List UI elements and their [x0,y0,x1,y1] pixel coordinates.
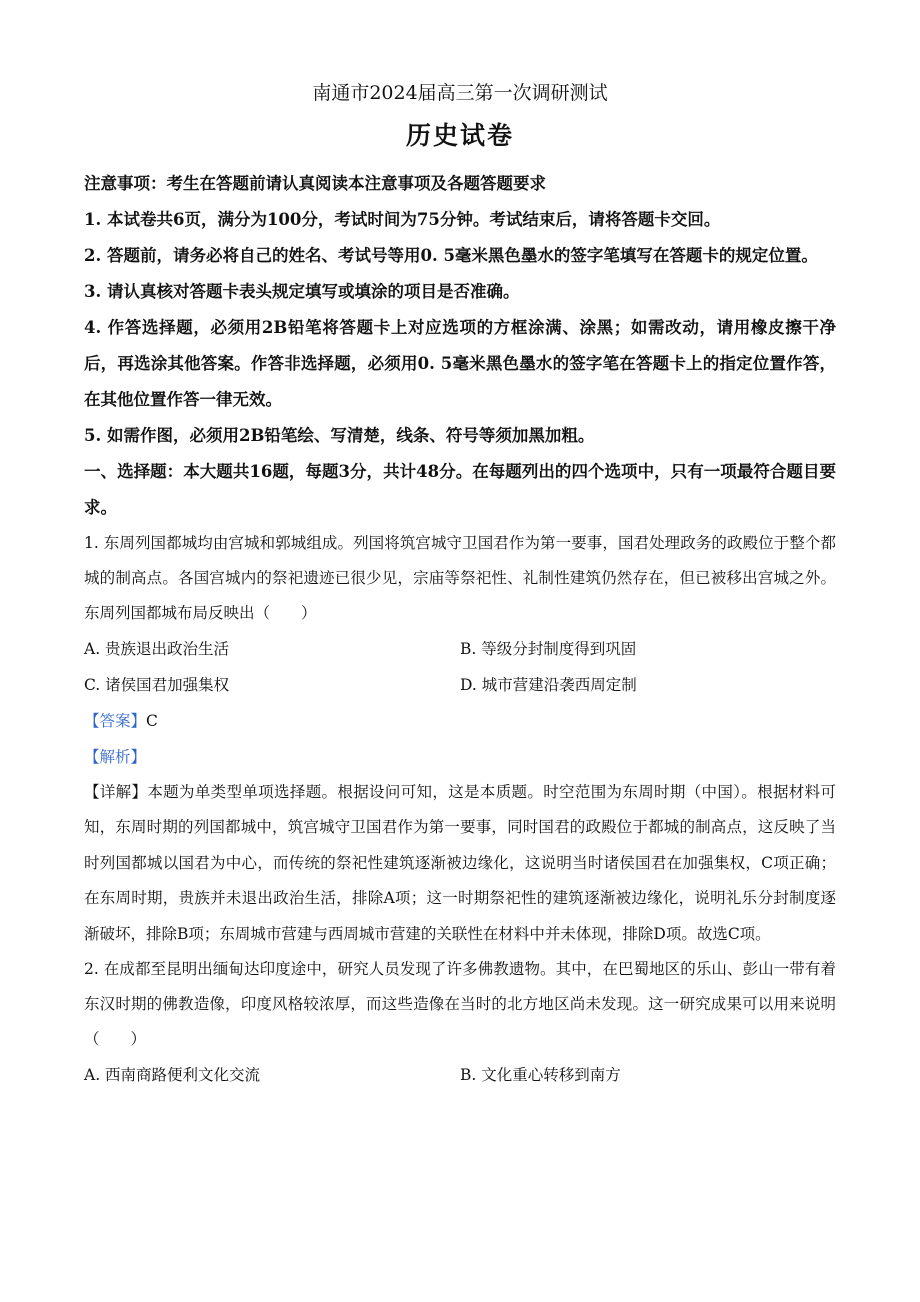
question-1-option-b: B. 等级分封制度得到巩固 [460,640,637,658]
question-1-options-row-2 [84,667,836,703]
notice-item-2: 2. 答题前，请务必将自己的姓名、考试号等用0. 5毫米黑色墨水的签字笔填写在答题卡的规定位置。 [84,246,818,265]
detail-text: 本题为单类型单项选择题。根据设问可知，这是本质题。时空范围为东周时期（中国）。根据材料可知，东周时期的列国都城中，筑宫城守卫国君作为第一要事，同时国君的政殿位于都城的制高点，这反映了当时列国都城以国君为中心，而传统的祭祀性建筑逐渐被边缘化，这说明当时诸侯国君在加强集权，C项正确；在东周时期，贵族并未退出政治生活，排除A项；这一时期祭祀性的建筑逐渐被边缘化，说明礼乐分封制度逐渐破坏，排除B项；东周城市营建与西周城市营建的关联性在材料中并未体现，排除D项。故选C项。 [84,783,836,943]
notice-item-4: 4. 作答选择题，必须用2B铅笔将答题卡上对应选项的方框涂满、涂黑；如需改动，请用橡皮擦干净后，再选涂其他答案。作答非选择题，必须用0. 5毫米黑色墨水的签字笔在答题卡上的指定位置作答，在其他位置作答一律无效。 [84,318,836,409]
question-2-stem: 2. 在成都至昆明出缅甸达印度途中，研究人员发现了许多佛教遗物。其中，在巴蜀地区的乐山、彭山一带有着东汉时期的佛教造像，印度风格较浓厚，而这些造像在当时的北方地区尚未发现。这一研究成果可以用来说明（ ） [84,960,836,1049]
notice-heading: 注意事项：考生在答题前请认真阅读本注意事项及各题答题要求 [84,174,546,193]
answer-value: C [146,712,158,730]
detail-tag: 【详解】 [84,783,148,801]
question-1-detail [84,775,836,952]
answer-tag: 【答案】 [84,712,147,730]
notice-block [84,166,836,454]
exam-page [84,78,836,1093]
question-1-analysis [84,739,836,775]
notice-item-3: 3. 请认真核对答题卡表头规定填写或填涂的项目是否准确。 [84,282,520,301]
section-heading: 一、选择题：本大题共16题，每题3分，共计48分。在每题列出的四个选项中，只有一项最符合题目要求。 [84,462,836,517]
exam-title: 历史试卷 [405,121,514,150]
question-2-option-a: A. 西南商路便利文化交流 [84,1066,261,1085]
question-2-option-b: B. 文化重心转移到南方 [460,1066,621,1085]
analysis-tag: 【解析】 [84,748,147,766]
question-1-option-a: A. 贵族退出政治生活 [84,640,230,658]
question-1-stem: 1. 东周列国都城均由宫城和郭城组成。列国将筑宫城守卫国君作为第一要事，国君处理政务的政殿位于整个都城的制高点。各国宫城内的祭祀遗迹已很少见，宗庙等祭祀性、礼制性建筑仍然存在，但已被移出宫城之外。东周列国都城布局反映出（ ） [84,534,836,622]
question-1 [84,526,836,952]
question-1-option-c: C. 诸侯国君加强集权 [84,676,230,694]
question-2-options-row-1 [84,1057,836,1093]
exam-subtitle: 南通市2024届高三第一次调研测试 [312,82,608,104]
question-1-answer [84,703,836,739]
question-1-options-row-1 [84,631,836,667]
question-1-option-d: D. 城市营建沿袭西周定制 [460,676,637,694]
notice-item-1: 1. 本试卷共6页，满分为100分，考试时间为75分钟。考试结束后，请将答题卡交回。 [84,210,721,229]
question-2 [84,952,836,1093]
notice-item-5: 5. 如需作图，必须用2B铅笔绘、写清楚，线条、符号等须加黑加粗。 [84,426,595,445]
